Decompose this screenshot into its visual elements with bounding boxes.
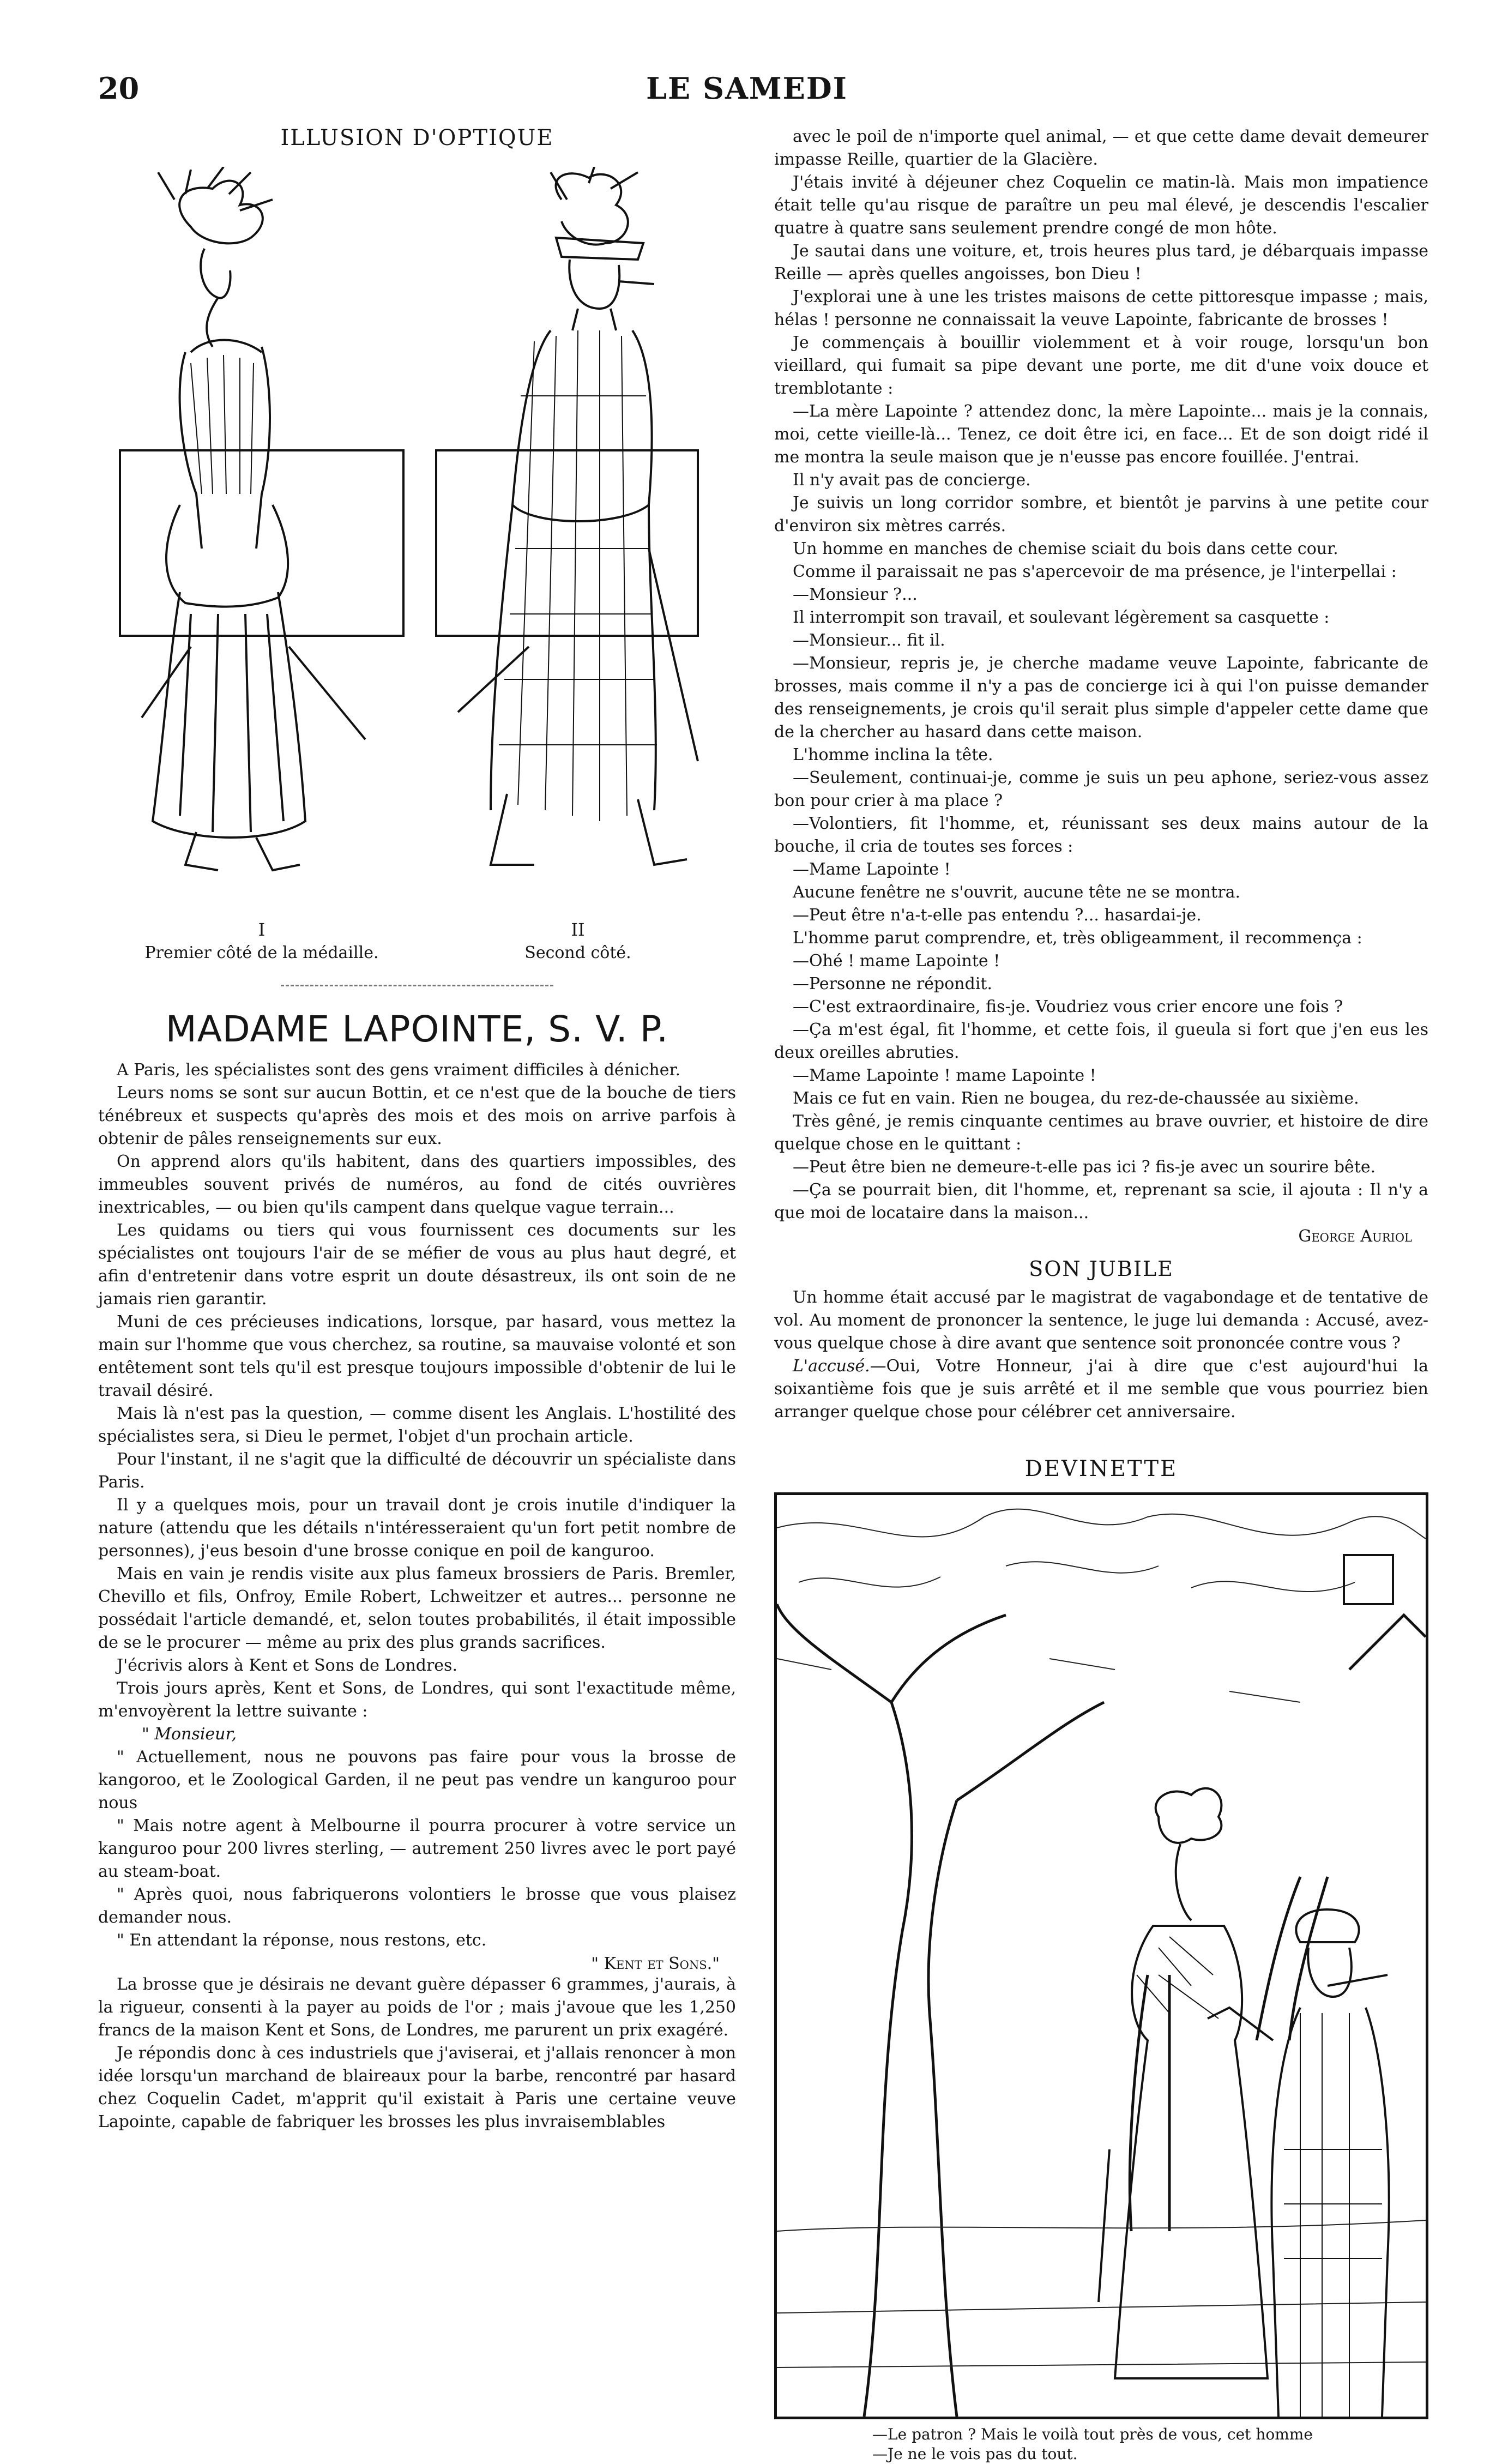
figure-1-caption [109, 919, 414, 962]
article-paragraph: Mais ce fut en vain. Rien ne bougea, du rez-de-chaussée au sixième. [793, 1089, 1359, 1108]
article-paragraph: —Ça m'est égal, fit l'homme, et cette fois, il gueula si fort que j'en eus les deux oreilles abruties. [774, 1020, 1428, 1062]
devinette-picture [774, 1492, 1428, 2419]
article-title: MADAME LAPOINTE, S. V. P. [165, 1008, 669, 1050]
page-number: 20 [98, 71, 140, 106]
article-paragraph: Je répondis donc à ces industriels que j'aviserai, et j'allais renoncer à mon idée lorsqu'un marchand de blaireaux pour la barbe, rencontré par hasard chez Coquelin Cadet, m'apprit qu'il existait à Paris une certaine veuve Lapointe, capable de fabriquer les brosses les plus invraisemblables [98, 2044, 736, 2131]
illustration-title: ILLUSION D'OPTIQUE [280, 125, 554, 150]
article-paragraph: Leurs noms se sont sur aucun Bottin, et ce n'est que de la bouche de tiers ténébreux et suspects qu'après des mois et des mois on arrive parfois à obtenir de pâles renseignements sur eux. [98, 1083, 736, 1148]
devinette-caption-line-2: —Je ne le vois pas du tout. [872, 2445, 1078, 2463]
letter-signature: " Kent et Sons." [591, 1954, 720, 1973]
article-body-right [774, 125, 1428, 1246]
jubile-title: SON JUBILE [1029, 1257, 1174, 1281]
letter-paragraph: " Mais notre agent à Melbourne il pourra procurer à votre service un kanguroo pour 200 livres sterling, — autrement 250 livres avec le port payé au steam-boat. [98, 1816, 736, 1881]
letter-paragraph: " En attendant la réponse, nous restons, etc. [117, 1931, 487, 1950]
article-paragraph: Mais là n'est pas la question, — comme disent les Anglais. L'hostilité des spécialistes sera, si Dieu le permet, l'objet d'un prochain article. [98, 1404, 736, 1446]
article-paragraph: —La mère Lapointe ? attendez donc, la mère Lapointe... mais je la connais, moi, cette vieille-là... Tenez, ce doit être ici, en face... Et de son doigt ridé il me montra la seule maison que je n'eusse pas encore fouillée. J'entrai. [774, 402, 1428, 467]
article-paragraph: Je commençais à bouillir violemment et à voir rouge, lorsqu'un bon vieillard, qui fumait sa pipe devant une porte, me dit d'une voix douce et tremblotante : [774, 333, 1428, 398]
devinette-caption [872, 2425, 1428, 2464]
article-paragraph: Pour l'instant, il ne s'agit que la difficulté de découvrir un spécialiste dans Paris. [98, 1450, 736, 1492]
article-paragraph: —Ohé ! mame Lapointe ! [793, 951, 1000, 971]
letter-paragraph: " Actuellement, nous ne pouvons pas faire pour vous la brosse de kangoroo, et le Zoological Garden, il ne peut pas vendre un kanguroo pour nous [98, 1748, 736, 1812]
figure-woman-drawing [109, 167, 414, 962]
section-divider [281, 985, 553, 986]
article-paragraph: L'homme parut comprendre, et, très obligeamment, il recommença : [793, 929, 1362, 948]
article-paragraph: —Seulement, continuai-je, comme je suis un peu aphone, seriez-vous assez bon pour crier à ma place ? [774, 768, 1428, 810]
article-paragraph: Aucune fenêtre ne s'ouvrit, aucune tête ne se montra. [793, 883, 1241, 902]
article-paragraph: —Ça se pourrait bien, dit l'homme, et, reprenant sa scie, il ajouta : Il n'y a que moi de locataire dans la maison... [774, 1180, 1428, 1222]
article-paragraph: Il n'y avait pas de concierge. [793, 471, 1031, 490]
article-paragraph: —Mame Lapointe ! [793, 860, 951, 879]
page-header [0, 71, 1496, 115]
article-paragraph: Comme il paraissait ne pas s'apercevoir de ma présence, je l'interpellai : [793, 562, 1397, 581]
article-author: George Auriol [1298, 1227, 1412, 1246]
article-paragraph: La brosse que je désirais ne devant guère dépasser 6 grammes, j'aurais, à la rigueur, consenti à la payer au poids de l'or ; mais j'avoue que les 1,250 francs de la maison Kent et Sons, de Londres, me parurent un prix exagéré. [98, 1975, 736, 2040]
letter-salutation: " Monsieur, [142, 1725, 237, 1744]
masthead: LE SAMEDI [646, 71, 848, 106]
jubile-paragraph: Un homme était accusé par le magistrat de vagabondage et de tentative de vol. Au moment de prononcer la sentence, le juge lui demanda : Accusé, avez-vous quelque chose à dire avant que sentence soit prononcée contre vous ? [774, 1288, 1428, 1353]
devinette-illustration [777, 1495, 1426, 2417]
article-paragraph: —Personne ne répondit. [793, 974, 993, 993]
article-paragraph: —C'est extraordinaire, fis-je. Voudriez vous crier encore une fois ? [793, 997, 1343, 1016]
article-paragraph: L'homme inclina la tête. [793, 745, 993, 764]
article-paragraph: Un homme en manches de chemise sciait du bois dans cette cour. [793, 539, 1338, 558]
figure-man-drawing [425, 167, 731, 962]
article-paragraph: J'écrivis alors à Kent et Sons de Londres. [117, 1656, 457, 1675]
devinette-title: DEVINETTE [1024, 1456, 1178, 1481]
letter-paragraph: " Après quoi, nous fabriquerons volontiers le brosse que vous plaisez demander nous. [98, 1885, 736, 1927]
article-paragraph: —Peut être bien ne demeure-t-elle pas ici ? fis-je avec un sourire bête. [793, 1158, 1376, 1177]
article-body-left [98, 1059, 736, 2134]
figure-2-caption-text: Second côté. [524, 943, 631, 962]
devinette-caption-line-1: —Le patron ? Mais le voilà tout près de vous, cet homme [872, 2425, 1313, 2443]
article-paragraph: Muni de ces précieuses indications, lorsque, par hasard, vous mettez la main sur l'homme que vous cherchez, sa routine, sa mauvaise volonté et son entêtement sont tels qu'il est presque toujours impossible d'obtenir de lui le travail désiré. [98, 1312, 736, 1400]
article-paragraph: A Paris, les spécialistes sont des gens vraiment difficiles à dénicher. [117, 1061, 681, 1080]
article-paragraph: Très gêné, je remis cinquante centimes au brave ouvrier, et histoire de dire quelque chose en le quittant : [774, 1112, 1428, 1154]
article-paragraph: —Monsieur, repris je, je cherche madame veuve Lapointe, fabricante de brosses, mais comme il n'y a pas de concierge ici à qui l'on puisse demander des renseignements, je crois qu'il serait plus simple d'appeler cette dame que de la chercher au hasard dans cette maison. [774, 654, 1428, 742]
article-paragraph: avec le poil de n'importe quel animal, — et que cette dame devait demeurer impasse Reille, quartier de la Glacière. [774, 127, 1428, 169]
article-paragraph: Il interrompit son travail, et soulevant légèrement sa casquette : [793, 608, 1330, 627]
figure-1-caption-text: Premier côté de la médaille. [144, 943, 379, 962]
article-paragraph: Trois jours après, Kent et Sons, de Londres, qui sont l'exactitude même, m'envoyèrent la lettre suivante : [98, 1679, 736, 1721]
figure-2-number: II [571, 919, 585, 940]
article-paragraph: Je suivis un long corridor sombre, et bientôt je parvins à une petite cour d'environ six mètres carrés. [774, 493, 1428, 535]
article-paragraph: J'explorai une à une les tristes maisons de cette pittoresque impasse ; mais, hélas ! personne ne connaissait la veuve Lapointe, fabricante de brosses ! [774, 287, 1428, 329]
article-paragraph: —Monsieur ?... [793, 585, 918, 604]
jubile-accused-label: L'accusé. [793, 1357, 870, 1376]
jubile-reply-text: —Oui, Votre Honneur, j'ai à dire que c'est aujourd'hui la soixantième fois que je suis arrêté et il me semble que vous pourriez bien arranger quelque chose pour célébrer cet anniversaire. [774, 1357, 1428, 1421]
article-paragraph: —Mame Lapointe ! mame Lapointe ! [793, 1066, 1096, 1085]
right-column [774, 125, 1428, 2464]
article-paragraph: Les quidams ou tiers qui vous fournissent ces documents sur les spécialistes ont toujours l'air de se méfier de vous au plus haut degré, et afin d'entretenir dans votre esprit un doute désastreux, ils ont soin de ne jamais rien garantir. [98, 1221, 736, 1309]
article-paragraph: Je sautai dans une voiture, et, trois heures plus tard, je débarquais impasse Reille — après quelles angoisses, bon Dieu ! [774, 242, 1428, 284]
left-column [98, 125, 736, 2134]
article-paragraph: —Peut être n'a-t-elle pas entendu ?... hasardai-je. [793, 906, 1202, 925]
man-illustration [425, 167, 731, 903]
jubile-reply [774, 1355, 1428, 1424]
figure-1-number: I [258, 919, 266, 940]
woman-illustration [109, 167, 414, 903]
article-paragraph: J'étais invité à déjeuner chez Coquelin ce matin-là. Mais mon impatience était telle qu'au risque de paraître un peu mal élevé, je descendis l'escalier quatre à quatre sans seulement prendre congé de mon hôte. [774, 173, 1428, 238]
article-paragraph: Mais en vain je rendis visite aux plus fameux brossiers de Paris. Bremler, Chevillo et fils, Onfroy, Emile Robert, Lchweitzer et autres... personne ne possédait l'article demandé, et, selon toutes probabilités, il était impossible de se le procurer — même au prix des plus grands sacrifices. [98, 1564, 736, 1652]
illustration-figures [98, 167, 736, 963]
article-paragraph: —Volontiers, fit l'homme, et, réunissant ses deux mains autour de la bouche, il cria de toutes ses forces : [774, 814, 1428, 856]
article-paragraph: Il y a quelques mois, pour un travail dont je crois inutile d'indiquer la nature (attendu que les détails n'intéresseraient qu'un fort petit nombre de personnes), j'eus besoin d'une brosse conique en poil de kanguroo. [98, 1496, 736, 1561]
article-paragraph: —Monsieur... fit il. [793, 631, 945, 650]
article-paragraph: On apprend alors qu'ils habitent, dans des quartiers impossibles, des immeubles souvent privés de numéros, au fond de cités ouvrières inextricables, — ou bien qu'ils campent dans quelque vague terrain... [98, 1152, 736, 1217]
figure-2-caption [425, 919, 731, 962]
